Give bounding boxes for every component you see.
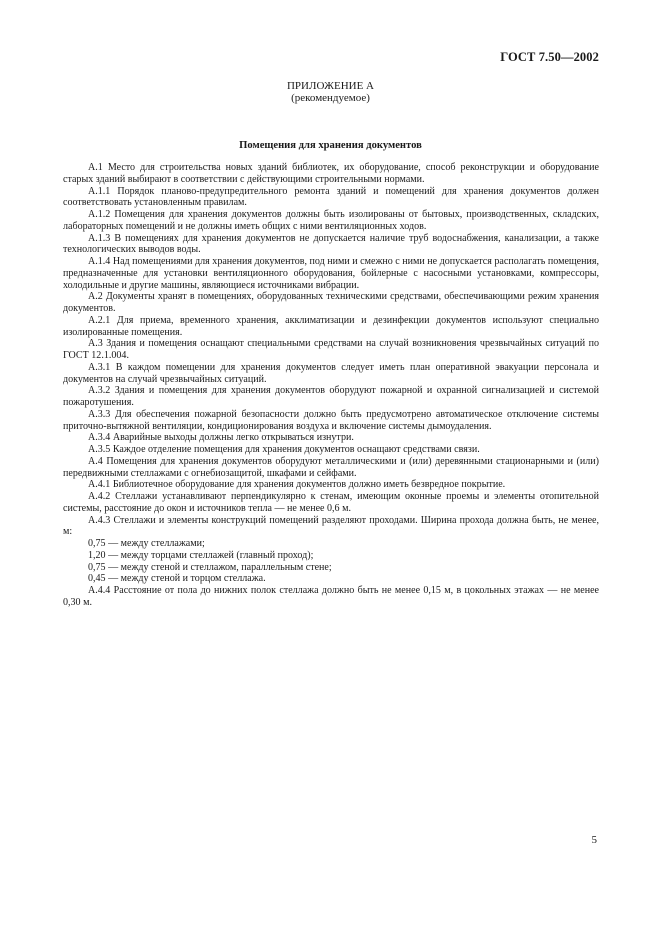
- list-item: 0,75 — между стеллажами;: [88, 538, 205, 549]
- paragraph: А.1 Место для строительства новых зданий библиотек, их оборудование, способ реконструкции и оборудование старых зданий выбирают в соответствии с действующими строительными нормами.: [63, 162, 599, 185]
- paragraph: А.1.1 Порядок планово-предупредительного ремонта зданий и помещений для хранения документов должен соответствовать установленным правилам.: [63, 185, 599, 209]
- paragraph: А.2.1 Для приема, временного хранения, акклиматизации и дезинфекции документов используют специально изолированные помещения.: [63, 314, 599, 338]
- paragraph: А.3 Здания и помещения оснащают специальными средствами на случай возникновения чрезвычайных ситуаций по ГОСТ 12.1.004.: [63, 338, 599, 361]
- paragraph: А.3.2 Здания и помещения для хранения документов оборудуют пожарной и охранной сигнализацией и системой пожаротушения.: [63, 385, 599, 408]
- page-number: 5: [591, 834, 597, 846]
- paragraph: А.1.4 Над помещениями для хранения документов, под ними и смежно с ними не допускается располагать помещения, предназначенные для установки вентиляционного оборудования, бойлерные с насосными установками, компрессоры, холодильные и другие машины, являющиеся источниками вибрации.: [63, 256, 599, 291]
- paragraph: А.1.3 В помещениях для хранения документов не допускается наличие труб водоснабжения, канализации, а также технологических выводов воды.: [63, 232, 599, 256]
- appendix-heading: [0, 80, 661, 104]
- paragraph: А.4 Помещения для хранения документов оборудуют металлическими и (или) деревянными стационарными и (или) передвижными стеллажами с огнебиозащитой, шкафами и сейфами.: [63, 455, 599, 479]
- paragraph: А.2 Документы хранят в помещениях, оборудованных техническими средствами, обеспечивающими режим хранения документов.: [63, 291, 599, 314]
- paragraph: А.4.4 Расстояние от пола до нижних полок стеллажа должно быть не менее 0,15 м, в цокольных этажах — не менее 0,30 м.: [63, 585, 599, 608]
- list-item: 0,45 — между стеной и торцом стеллажа.: [88, 573, 266, 585]
- paragraph: А.1.2 Помещения для хранения документов должны быть изолированы от бытовых, производственных, складских, лабораторных помещений и не должны иметь общих с ними вентиляционных ходов.: [63, 209, 599, 232]
- paragraph: А.4.2 Стеллажи устанавливают перпендикулярно к стенам, имеющим оконные проемы и элементы отопительной системы, расстояние до окон и источников тепла — не менее 0,6 м.: [63, 491, 599, 514]
- paragraph: А.4.1 Библиотечное оборудование для хранения документов должно иметь безвредное покрытие.: [88, 479, 506, 491]
- paragraph: А.3.4 Аварийные выходы должны легко открываться изнутри.: [88, 432, 354, 444]
- paragraph: А.4.3 Стеллажи и элементы конструкций помещений разделяют проходами. Ширина прохода должна быть, не менее, м:: [63, 514, 599, 538]
- paragraph: А.3.5 Каждое отделение помещения для хранения документов оснащают средствами связи.: [88, 444, 480, 455]
- paragraph: А.3.3 Для обеспечения пожарной безопасности должно быть предусмотрено автоматическое отключение системы приточно-вытяжной вентиляции, кондиционирования воздуха и включение системы дымоудаления.: [63, 408, 599, 432]
- section-title: Помещения для хранения документов: [239, 140, 422, 151]
- appendix-subtitle: (рекомендуемое): [291, 92, 370, 104]
- appendix-title: ПРИЛОЖЕНИЕ А: [286, 80, 374, 92]
- list-item: 0,75 — между стеной и стеллажом, параллельным стене;: [88, 561, 332, 573]
- paragraph: А.3.1 В каждом помещении для хранения документов следует иметь план оперативной эвакуации персонала и документов на случай чрезвычайных ситуаций.: [63, 361, 599, 385]
- standard-code: ГОСТ 7.50—2002: [500, 50, 599, 64]
- list-item: 1,20 — между торцами стеллажей (главный проход);: [88, 549, 314, 561]
- document-body: [63, 162, 599, 609]
